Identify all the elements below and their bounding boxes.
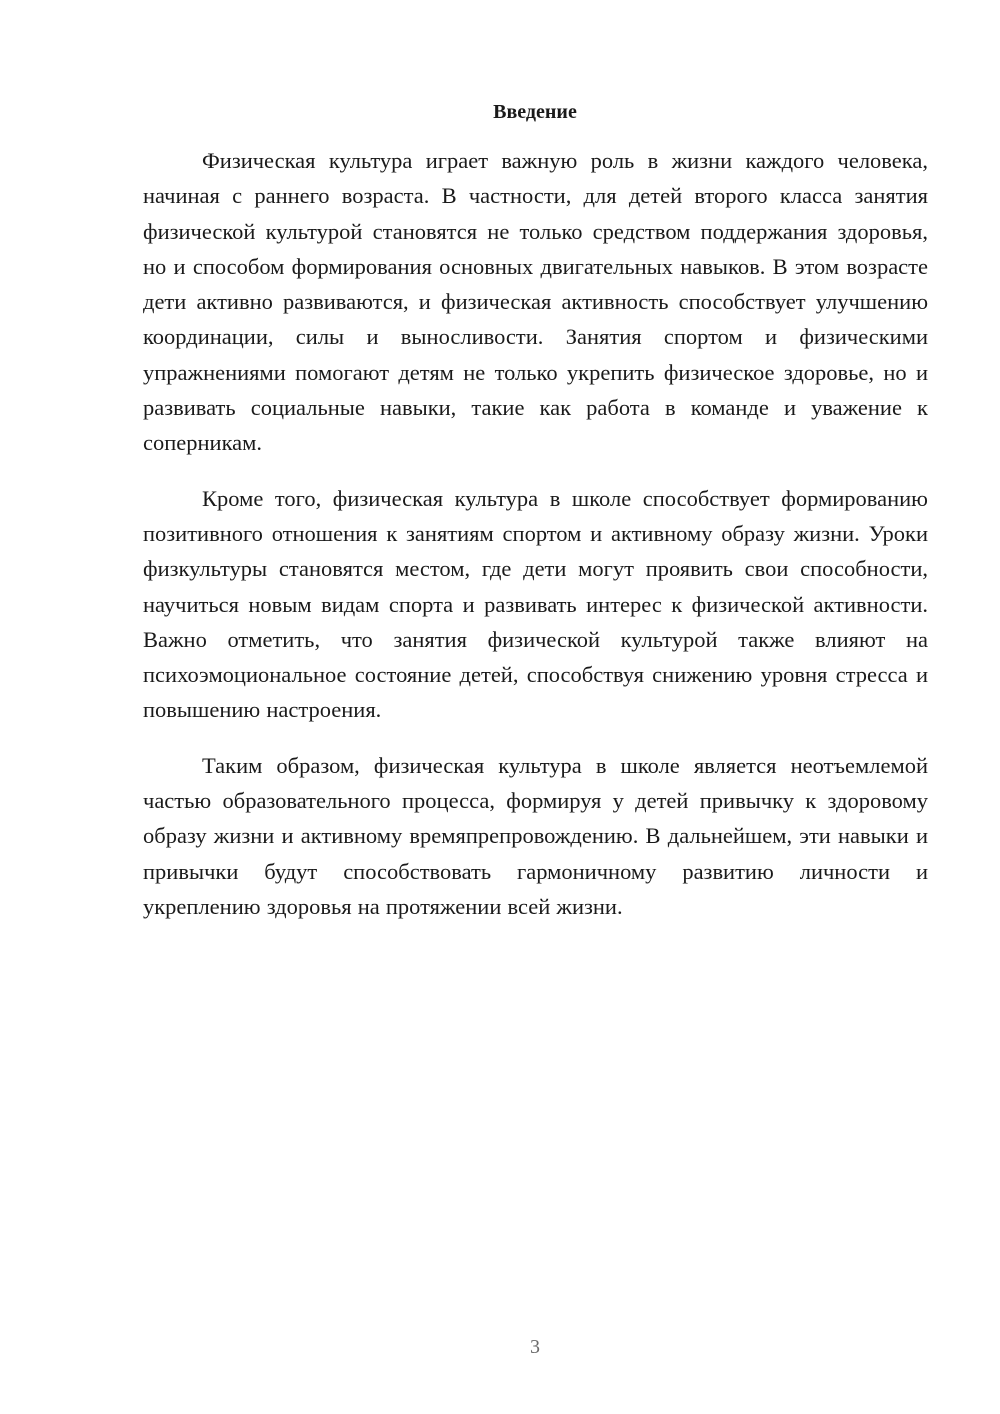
body-text bbox=[143, 143, 928, 944]
section-title: Введение bbox=[493, 101, 577, 123]
paragraph-intro: Физическая культура играет важную роль в жизни каждого человека, начиная с раннего возраста. В частности, для детей второго класса занятия физической культурой становятся не только средством поддержания здоровья, но и способом формирования основных двигательных навыков. В этом возрасте дети активно развиваются, и физическая активность способствует улучшению координации, силы и выносливости. Занятия спортом и физическими упражнениями помогают детям не только укрепить физическое здоровье, но и развивать социальные навыки, такие как работа в команде и уважение к соперникам. bbox=[143, 148, 928, 456]
page-number: 3 bbox=[530, 1336, 540, 1358]
paragraph-school-attitude: Кроме того, физическая культура в школе способствует формированию позитивного отношения к занятиям спортом и активному образу жизни. Уроки физкультуры становятся местом, где дети могут проявить свои способности, научиться новым видам спорта и развивать интерес к физической активности. Важно отметить, что занятия физической культурой также влияют на психоэмоциональное состояние детей, способствуя снижению уровня стресса и повышению настроения. bbox=[143, 485, 928, 723]
paragraph-conclusion: Таким образом, физическая культура в школе является неотъемлемой частью образовательного процесса, формируя у детей привычку к здоровому образу жизни и активному времяпрепровождению. В дальнейшем, эти навыки и привычки будут способствовать гармоничному развитию личности и укреплению здоровья на протяжении всей жизни. bbox=[143, 752, 928, 919]
